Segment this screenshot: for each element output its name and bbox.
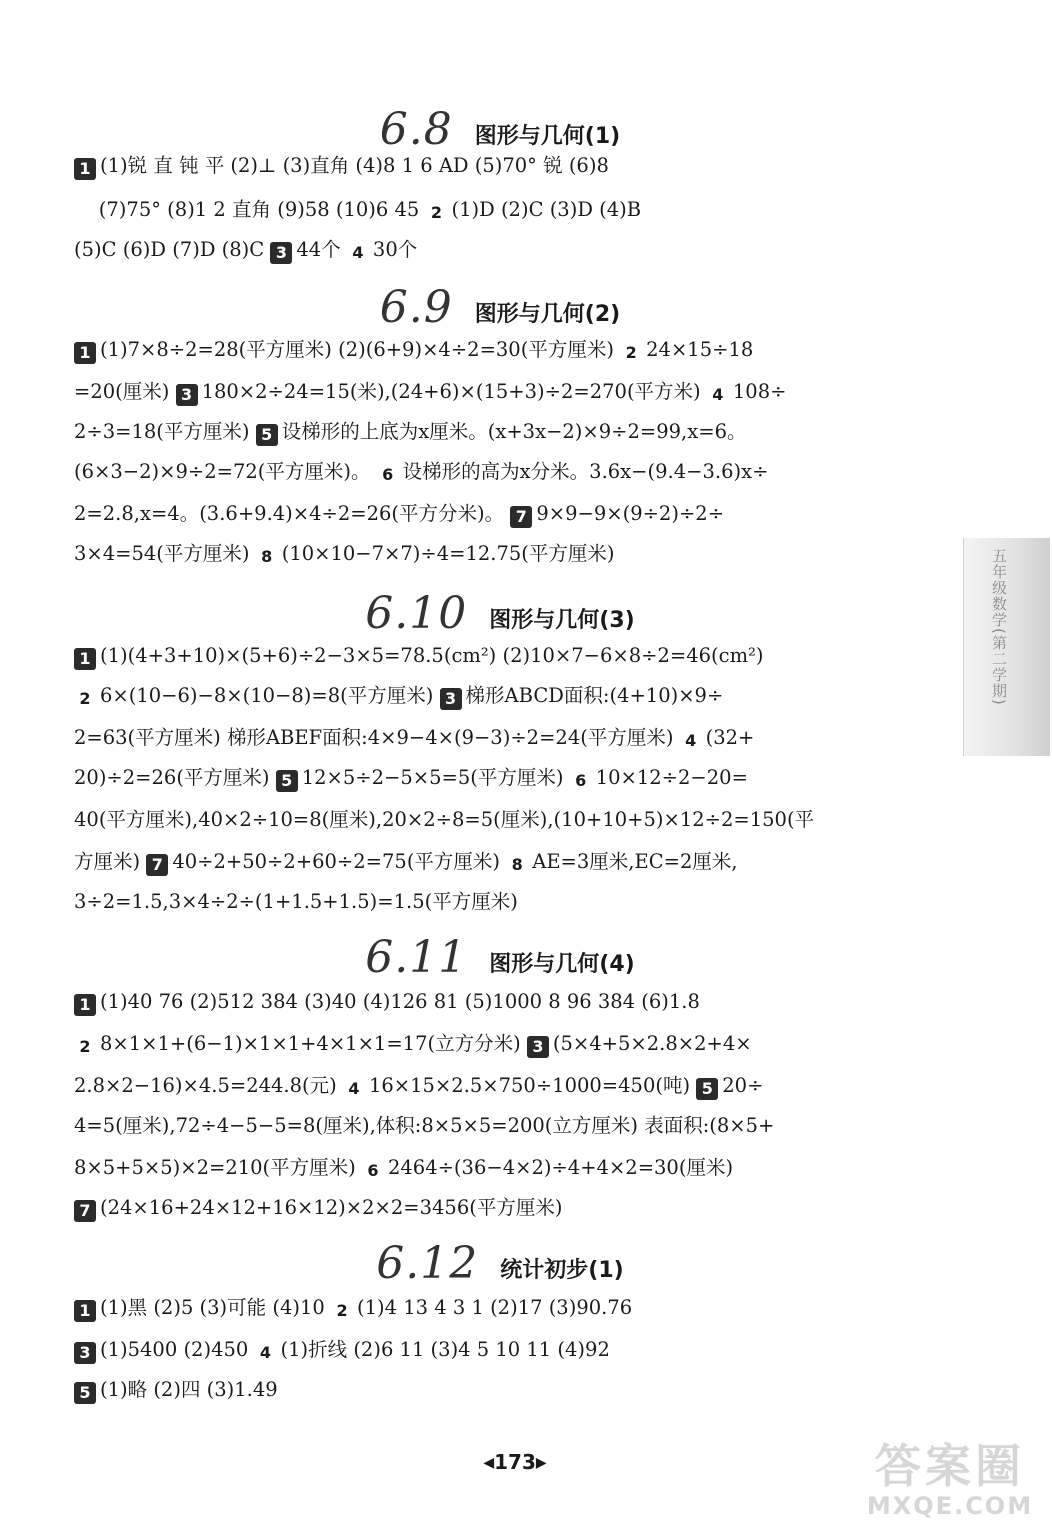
- answer-line: [74, 1336, 934, 1364]
- answer-line: [74, 1194, 934, 1222]
- answer-line: [74, 642, 934, 670]
- answer-line: [74, 196, 934, 224]
- answer-text: 梯形ABCD面积:(4+10)×9÷: [465, 684, 724, 707]
- answer-text: (1)40 76 (2)512 384 (3)40 (4)126 81 (5)1000 8 96 384 (6)1.8: [100, 990, 700, 1013]
- answer-text: (1)折线 (2)6 11 (3)4 5 10 11 (4)92: [280, 1338, 610, 1361]
- answer-text: 8×5+5×5)×2=210(平方厘米): [74, 1156, 362, 1179]
- section-number: 6.11: [365, 932, 468, 983]
- answer-text: 设梯形的高为x分米。3.6x−(9.4−3.6)x÷: [402, 460, 769, 483]
- question-number-badge: 5: [74, 1382, 96, 1404]
- question-number-badge: 1: [74, 994, 96, 1016]
- answer-text: 40÷2+50÷2+60÷2=75(平方厘米): [172, 850, 507, 873]
- question-number-badge: 8: [511, 855, 523, 874]
- question-number-badge: 4: [259, 1343, 272, 1362]
- answer-text: 2=63(平方厘米) 梯形ABEF面积:4×9−4×(9−3)÷2=24(平方厘米): [74, 726, 680, 749]
- answer-line: [74, 764, 934, 792]
- answer-text: 3×4=54(平方厘米): [74, 542, 256, 565]
- left-triangle-icon: ◀: [483, 1455, 495, 1471]
- section-name: 图形与几何(4): [489, 952, 635, 977]
- answer-text: 方厘米): [74, 850, 147, 873]
- section-title-6-10: [0, 580, 1000, 639]
- answer-line: [74, 336, 934, 364]
- question-number-badge: 1: [74, 1300, 96, 1322]
- answer-line: [74, 724, 934, 752]
- question-number-badge: 3: [74, 1342, 96, 1364]
- answer-line: [74, 806, 934, 834]
- answer-line: [74, 682, 934, 710]
- answer-line: [74, 848, 934, 876]
- answer-text: 24×15÷18: [646, 338, 754, 361]
- question-number-badge: 1: [74, 342, 96, 364]
- watermark-logo: [850, 1440, 1050, 1535]
- question-number-badge: 1: [74, 158, 96, 180]
- answer-text: 30个: [372, 238, 418, 261]
- answer-text: 2.8×2−16)×4.5=244.8(元): [74, 1074, 343, 1097]
- side-tab-text: 五年级数学(第二学期): [990, 548, 1008, 706]
- question-number-badge: 4: [685, 731, 697, 750]
- answer-text: 44个: [296, 238, 347, 261]
- section-title-6-9: [0, 274, 1000, 333]
- answer-text: 2=2.8,x=4。(3.6+9.4)×4÷2=26(平方分米)。: [74, 502, 511, 525]
- answer-text: 10×12÷2−20=: [595, 766, 748, 789]
- question-number-badge: 5: [276, 770, 298, 792]
- question-number-badge: 6: [575, 771, 587, 790]
- section-name: 图形与几何(1): [474, 124, 621, 149]
- answer-text: 2464÷(36−4×2)÷4+4×2=30(厘米): [387, 1156, 734, 1179]
- answer-line: [74, 500, 934, 528]
- answer-text: 16×15×2.5×750÷1000=450(吨): [368, 1074, 697, 1097]
- answer-text: 设梯形的上底为x厘米。(x+3x−2)×9÷2=99,x=6。: [281, 420, 747, 443]
- question-number-badge: 2: [79, 1037, 91, 1056]
- question-number-badge: 6: [382, 465, 394, 484]
- answer-line: [74, 540, 934, 568]
- question-number-badge: 7: [146, 854, 168, 876]
- answer-text: =20(厘米): [74, 380, 176, 403]
- answer-text: (6×3−2)×9÷2=72(平方厘米)。: [74, 460, 377, 483]
- question-number-badge: 5: [256, 424, 278, 446]
- section-title-6-11: [0, 924, 1000, 983]
- answer-line: [74, 1154, 934, 1182]
- answer-text: (7)75° (8)1 2 直角 (9)58 (10)6 45: [74, 198, 426, 221]
- question-number-badge: 7: [74, 1200, 96, 1222]
- question-number-badge: 7: [510, 506, 532, 528]
- section-number: 6.12: [376, 1238, 479, 1289]
- question-number-badge: 4: [712, 385, 724, 404]
- section-number: 6.10: [365, 588, 468, 639]
- question-number-badge: 4: [352, 243, 364, 262]
- answer-line: [74, 988, 934, 1016]
- answer-text: (1)黑 (2)5 (3)可能 (4)10: [100, 1296, 332, 1319]
- answer-line: [74, 888, 934, 916]
- answer-line: [74, 1376, 934, 1404]
- question-number-badge: 2: [336, 1301, 348, 1320]
- section-title-6-12: [0, 1230, 1000, 1289]
- answer-text: (5)C (6)D (7)D (8)C: [74, 238, 271, 261]
- question-number-badge: 3: [270, 242, 292, 264]
- answer-text: 20)÷2=26(平方厘米): [74, 766, 276, 789]
- answer-text: 180×2÷24=15(米),(24+6)×(15+3)÷2=270(平方米): [201, 380, 707, 403]
- watermark-top: 答案圈: [875, 1439, 1025, 1493]
- answer-line: [74, 458, 934, 486]
- answer-text: (1)(4+3+10)×(5+6)÷2−3×5=78.5(cm²) (2)10×7−6×8÷2=46(cm²): [100, 644, 764, 667]
- answer-line: [74, 378, 934, 406]
- question-number-badge: 4: [348, 1079, 360, 1098]
- section-name: 图形与几何(3): [489, 608, 635, 633]
- answer-text: 9×9−9×(9÷2)÷2÷: [536, 502, 725, 525]
- answer-line: [74, 1294, 934, 1322]
- answer-text: (1)4 13 4 3 1 (2)17 (3)90.76: [357, 1296, 633, 1319]
- question-number-badge: 3: [527, 1036, 549, 1058]
- answer-line: [74, 1030, 934, 1058]
- question-number-badge: 8: [261, 547, 273, 566]
- answer-text: 6×(10−6)−8×(10−8)=8(平方厘米): [100, 684, 440, 707]
- page-number-value: 173: [494, 1450, 536, 1474]
- answer-text: AE=3厘米,EC=2厘米,: [532, 850, 738, 873]
- answer-text: 40(平方厘米),40×2÷10=8(厘米),20×2÷8=5(厘米),(10+10+5)×12÷2=150(平: [74, 808, 815, 831]
- answer-text: (5×4+5×2.8×2+4×: [552, 1032, 752, 1055]
- answer-text: (1)5400 (2)450: [100, 1338, 255, 1361]
- answer-text: 8×1×1+(6−1)×1×1+4×1×1=17(立方分米): [100, 1032, 527, 1055]
- answer-text: (10×10−7×7)÷4=12.75(平方厘米): [281, 542, 615, 565]
- answer-text: (1)锐 直 钝 平 (2)⊥ (3)直角 (4)8 1 6 AD (5)70° 锐 (6)8: [100, 154, 609, 177]
- question-number-badge: 5: [696, 1078, 718, 1100]
- answer-line: [74, 152, 934, 180]
- answer-line: [74, 1112, 934, 1140]
- answer-line: [74, 418, 934, 446]
- question-number-badge: 2: [79, 689, 91, 708]
- answer-text: 12×5÷2−5×5=5(平方厘米): [301, 766, 570, 789]
- question-number-badge: 2: [430, 203, 443, 222]
- answer-line: [74, 1072, 934, 1100]
- answer-text: 4=5(厘米),72÷4−5−5=8(厘米),体积:8×5×5=200(立方厘米) 表面积:(8×5+: [74, 1114, 775, 1137]
- answer-text: (1)7×8÷2=28(平方厘米) (2)(6+9)×4÷2=30(平方厘米): [100, 338, 621, 361]
- answer-text: 3÷2=1.5,3×4÷2÷(1+1.5+1.5)=1.5(平方厘米): [74, 890, 518, 913]
- question-number-badge: 1: [74, 648, 96, 670]
- answer-text: 2÷3=18(平方厘米): [74, 420, 256, 443]
- section-title-6-8: [0, 96, 1000, 155]
- answer-text: 20÷: [722, 1074, 764, 1097]
- section-name: 统计初步(1): [500, 1258, 624, 1283]
- section-name: 图形与几何(2): [474, 302, 621, 327]
- right-triangle-icon: ▶: [535, 1455, 547, 1471]
- question-number-badge: 3: [440, 688, 462, 710]
- section-number: 6.9: [379, 282, 453, 333]
- answer-text: (32+: [705, 726, 755, 749]
- answer-text: (24×16+24×12+16×12)×2×2=3456(平方厘米): [100, 1196, 563, 1219]
- answer-line: [74, 236, 934, 264]
- question-number-badge: 2: [625, 343, 637, 362]
- answer-text: (1)D (2)C (3)D (4)B: [451, 198, 642, 221]
- answer-text: 108÷: [732, 380, 787, 403]
- question-number-badge: 3: [176, 384, 198, 406]
- page-number: [470, 1450, 560, 1474]
- question-number-badge: 6: [367, 1161, 379, 1180]
- section-number: 6.8: [379, 104, 453, 155]
- watermark-bottom: MXQE.COM: [866, 1492, 1034, 1520]
- answer-text: (1)略 (2)四 (3)1.49: [100, 1378, 278, 1401]
